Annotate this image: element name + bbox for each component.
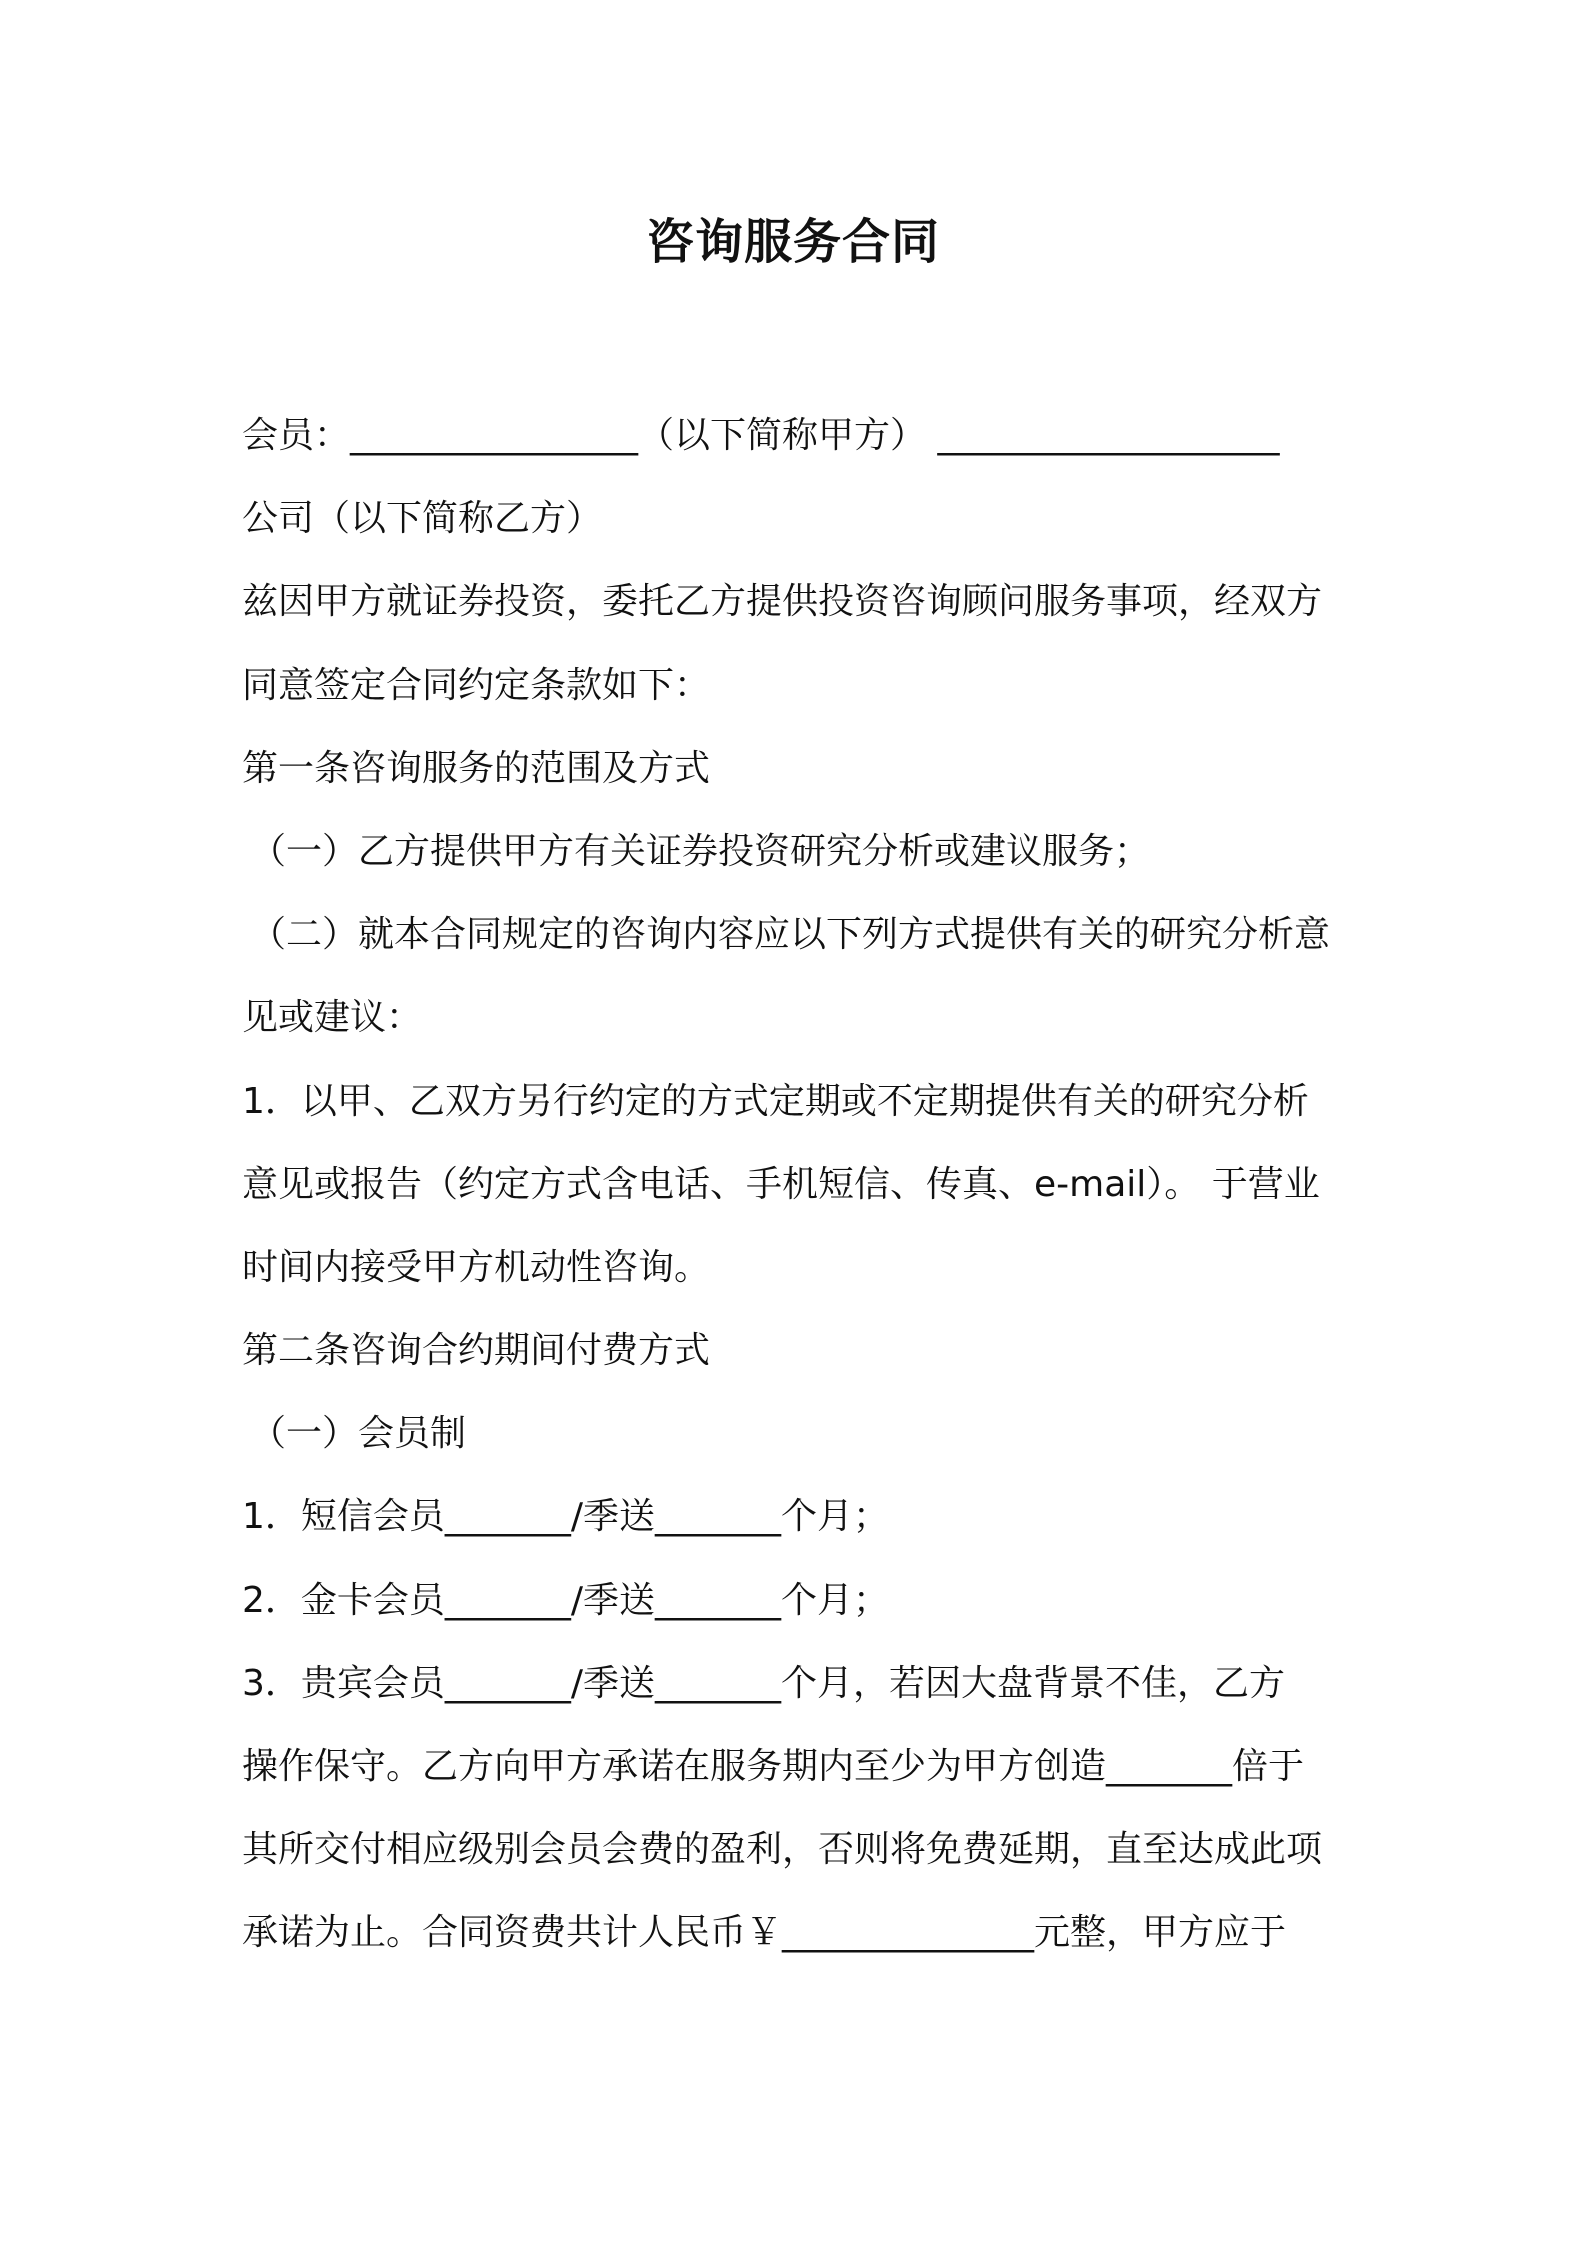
section-heading: 第二条咨询合约期间付费方式 bbox=[242, 1330, 711, 1372]
text-line: 兹因甲方就证券投资，委托乙方提供投资咨询顾问服务事项，经双方 bbox=[242, 581, 1323, 623]
text-line: （一）会员制 bbox=[250, 1413, 467, 1455]
text-line: 1．以甲、乙双方另行约定的方式定期或不定期提供有关的研究分析 bbox=[242, 1080, 1309, 1122]
text-line: 2．金卡会员_______/季送_______个月； bbox=[242, 1579, 890, 1621]
text-line: 意见或报告（约定方式含电话、手机短信、传真、e-mail）。 于营业 bbox=[242, 1163, 1320, 1205]
text-line: 时间内接受甲方机动性咨询。 bbox=[242, 1246, 711, 1288]
document-title: 咨询服务合同 bbox=[645, 214, 940, 270]
text-line: 承诺为止。合同资费共计人民币￥______________元整，甲方应于 bbox=[242, 1912, 1287, 1954]
text-line: （一）乙方提供甲方有关证券投资研究分析或建议服务； bbox=[250, 830, 1151, 872]
text-line: 操作保守。乙方向甲方承诺在服务期内至少为甲方创造_______倍于 bbox=[242, 1746, 1305, 1787]
text-line: 1．短信会员_______/季送_______个月； bbox=[242, 1496, 890, 1538]
text-line: 3．贵宾会员_______/季送_______个月，若因大盘背景不佳，乙方 bbox=[242, 1662, 1286, 1704]
text-line: 会员：________________（以下简称甲方） ___________________ bbox=[242, 415, 1280, 456]
text-line: 同意签定合同约定条款如下： bbox=[242, 664, 711, 706]
contract-body bbox=[242, 408, 1362, 1989]
section-heading: 第一条咨询服务的范围及方式 bbox=[242, 747, 711, 789]
text-line: （二）就本合同规定的咨询内容应以下列方式提供有关的研究分析意 bbox=[250, 914, 1331, 956]
text-line: 其所交付相应级别会员会费的盈利，否则将免费延期，直至达成此项 bbox=[242, 1829, 1323, 1871]
text-line: 见或建议： bbox=[242, 997, 423, 1039]
text-line: 公司（以下简称乙方） bbox=[242, 498, 603, 540]
